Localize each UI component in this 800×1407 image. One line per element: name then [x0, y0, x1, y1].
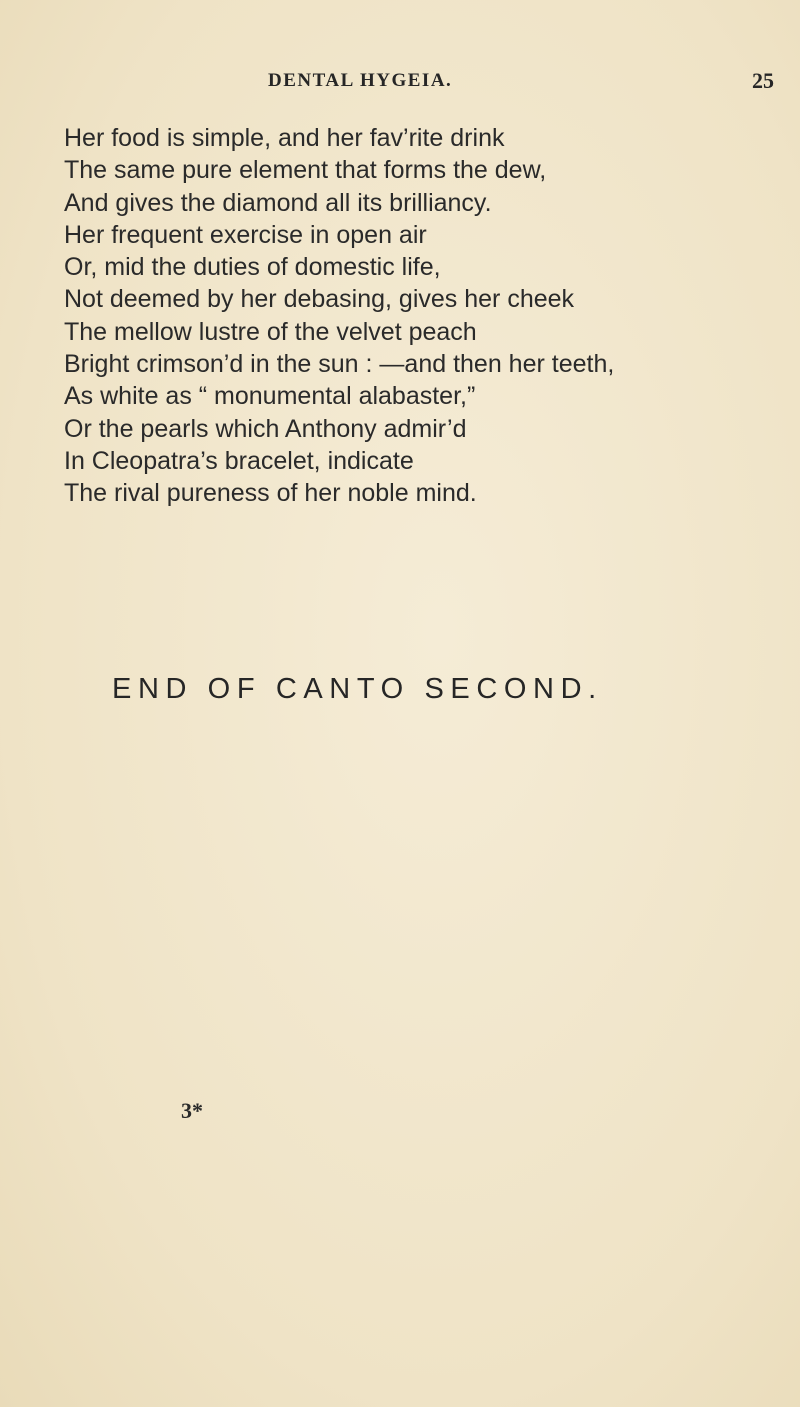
verse-line: In Cleopatra’s bracelet, indicate [64, 446, 414, 475]
verse-line: Or, mid the duties of domestic life, [64, 253, 441, 282]
verse-line: Bright crimson’d in the sun : —and then her teeth, [64, 350, 615, 379]
running-title: DENTAL HYGEIA. [268, 70, 453, 91]
verse-line: Her frequent exercise in open air [64, 220, 427, 249]
canto-end-heading: END OF CANTO SECOND. [112, 673, 603, 705]
poem-text [64, 122, 764, 510]
verse-line: The rival pureness of her noble mind. [64, 479, 477, 508]
signature-mark: 3* [181, 1098, 203, 1123]
verse-line: As white as “ monumental alabaster,” [64, 382, 476, 411]
running-head [0, 70, 800, 100]
verse-line: Not deemed by her debasing, gives her cheek [64, 285, 575, 314]
page-number: 25 [752, 68, 774, 93]
verse-line: Her food is simple, and her fav’rite drink [64, 124, 505, 152]
verse-line: And gives the diamond all its brilliancy. [64, 188, 492, 217]
verse-line: The mellow lustre of the velvet peach [64, 317, 477, 346]
verse-line: The same pure element that forms the dew, [64, 156, 547, 185]
verse-line: Or the pearls which Anthony admir’d [64, 414, 467, 443]
